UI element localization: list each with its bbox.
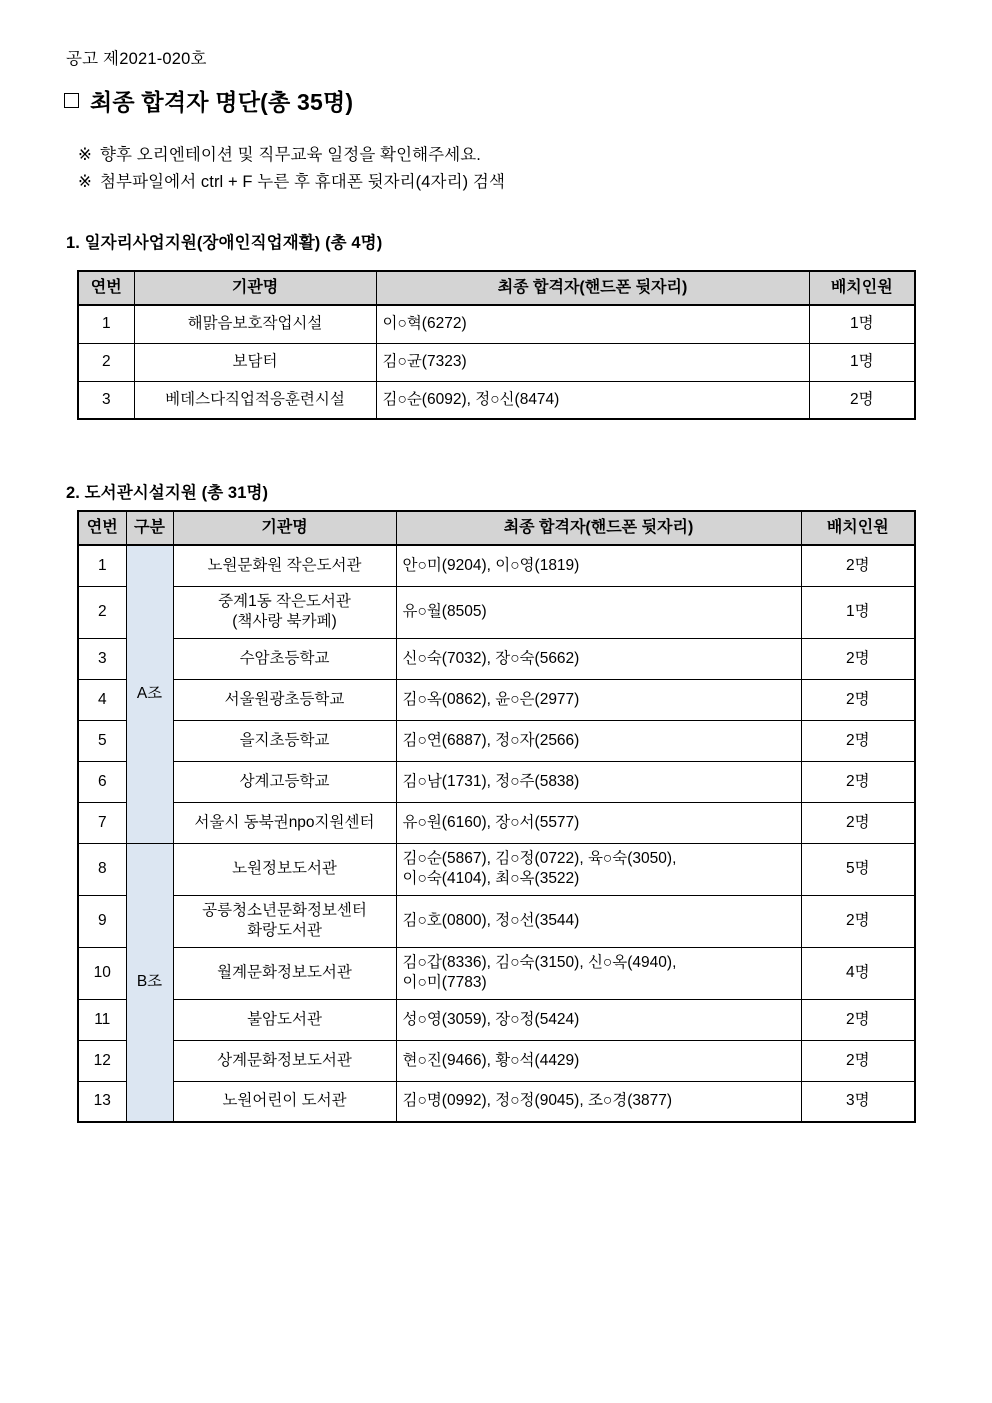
cell-no: 7 (78, 802, 126, 843)
cell-names (396, 947, 801, 999)
cell-no: 12 (78, 1040, 126, 1081)
cell-count: 2명 (801, 761, 915, 802)
cell-no: 1 (78, 545, 126, 586)
cell-no: 5 (78, 720, 126, 761)
cell-group-b: B조 (126, 843, 173, 1122)
table-job-support (77, 270, 916, 420)
cell-no: 6 (78, 761, 126, 802)
note-text-1: 향후 오리엔테이션 및 직무교육 일정을 확인해주세요. (100, 146, 481, 164)
cell-no: 1 (78, 305, 134, 343)
table-row (78, 761, 915, 802)
cell-names: 이○혁(6272) (376, 305, 809, 343)
page-title-text: 최종 합격자 명단(총 35명) (90, 89, 354, 115)
section-title-1: 1. 일자리사업지원(장애인직업재활) (총 4명) (66, 234, 383, 252)
cell-count: 2명 (801, 638, 915, 679)
page-title (64, 84, 353, 117)
cell-org: 노원문화원 작은도서관 (173, 545, 396, 586)
cell-names: 김○호(0800), 정○선(3544) (396, 895, 801, 947)
col-header-names: 최종 합격자(핸드폰 뒷자리) (396, 511, 801, 545)
cell-no: 2 (78, 586, 126, 638)
cell-names: 성○영(3059), 장○정(5424) (396, 999, 801, 1040)
cell-no: 4 (78, 679, 126, 720)
cell-org-line1: 중계1동 작은도서관 (218, 593, 351, 611)
cell-org: 수암초등학교 (173, 638, 396, 679)
note-line-1 (78, 141, 481, 165)
cell-names-line1: 김○순(5867), 김○정(0722), 육○숙(3050), (402, 850, 677, 868)
cell-count: 2명 (801, 802, 915, 843)
cell-names: 김○순(6092), 정○신(8474) (376, 381, 809, 419)
note-mark-icon: ※ (78, 146, 92, 164)
table-row (78, 343, 915, 381)
cell-count: 1명 (809, 343, 915, 381)
cell-count: 2명 (801, 895, 915, 947)
table-row (78, 999, 915, 1040)
col-header-org: 기관명 (134, 271, 376, 305)
cell-org: 불암도서관 (173, 999, 396, 1040)
col-header-no: 연번 (78, 271, 134, 305)
table-row (78, 305, 915, 343)
cell-names: 유○월(8505) (396, 586, 801, 638)
cell-count: 2명 (801, 720, 915, 761)
cell-names (396, 843, 801, 895)
cell-names: 김○남(1731), 정○주(5838) (396, 761, 801, 802)
cell-no: 10 (78, 947, 126, 999)
col-header-group: 구분 (126, 511, 173, 545)
col-header-org: 기관명 (173, 511, 396, 545)
table-row (78, 895, 915, 947)
table-row (78, 638, 915, 679)
cell-org: 서울원광초등학교 (173, 679, 396, 720)
col-header-no: 연번 (78, 511, 126, 545)
table-library-support (77, 510, 916, 1123)
cell-org-line1: 공릉청소년문화정보센터 (202, 902, 367, 920)
cell-names: 현○진(9466), 황○석(4429) (396, 1040, 801, 1081)
table-row (78, 545, 915, 586)
cell-org: 노원정보도서관 (173, 843, 396, 895)
cell-org-line2: (책사랑 북카페) (232, 613, 337, 630)
cell-no: 3 (78, 381, 134, 419)
table-row (78, 843, 915, 895)
cell-org: 서울시 동북권npo지원센터 (173, 802, 396, 843)
cell-names: 김○옥(0862), 윤○은(2977) (396, 679, 801, 720)
cell-org: 을지초등학교 (173, 720, 396, 761)
cell-org (173, 895, 396, 947)
cell-count: 2명 (809, 381, 915, 419)
cell-names-line2: 이○미(7783) (402, 974, 487, 991)
cell-no: 13 (78, 1081, 126, 1122)
cell-count: 5명 (801, 843, 915, 895)
cell-names: 김○명(0992), 정○정(9045), 조○경(3877) (396, 1081, 801, 1122)
table-header-row (78, 511, 915, 545)
col-header-count: 배치인원 (801, 511, 915, 545)
note-mark-icon: ※ (78, 173, 92, 191)
cell-names: 안○미(9204), 이○영(1819) (396, 545, 801, 586)
note-line-2 (78, 168, 505, 192)
cell-org-line2: 화랑도서관 (247, 922, 322, 939)
cell-count: 1명 (801, 586, 915, 638)
cell-count: 2명 (801, 545, 915, 586)
table-header-row (78, 271, 915, 305)
cell-org (173, 586, 396, 638)
cell-count: 4명 (801, 947, 915, 999)
cell-count: 3명 (801, 1081, 915, 1122)
table-row (78, 586, 915, 638)
table-row (78, 947, 915, 999)
section-title-2: 2. 도서관시설지원 (총 31명) (66, 484, 269, 502)
table-row (78, 720, 915, 761)
cell-names-line1: 김○갑(8336), 김○숙(3150), 신○옥(4940), (402, 954, 677, 972)
table-row (78, 1081, 915, 1122)
note-text-2: 첨부파일에서 ctrl + F 누른 후 휴대폰 뒷자리(4자리) 검색 (100, 173, 505, 191)
cell-no: 11 (78, 999, 126, 1040)
cell-org: 상계문화정보도서관 (173, 1040, 396, 1081)
notice-number: 공고 제2021-020호 (66, 50, 207, 68)
cell-no: 2 (78, 343, 134, 381)
cell-names: 유○원(6160), 장○서(5577) (396, 802, 801, 843)
cell-org: 베데스다직업적응훈련시설 (134, 381, 376, 419)
cell-org: 상계고등학교 (173, 761, 396, 802)
table-row (78, 679, 915, 720)
cell-org: 해맑음보호작업시설 (134, 305, 376, 343)
table-row (78, 1040, 915, 1081)
cell-no: 3 (78, 638, 126, 679)
cell-names: 김○균(7323) (376, 343, 809, 381)
cell-group-a: A조 (126, 545, 173, 843)
cell-names: 김○연(6887), 정○자(2566) (396, 720, 801, 761)
cell-count: 2명 (801, 999, 915, 1040)
cell-names: 신○숙(7032), 장○숙(5662) (396, 638, 801, 679)
checkbox-glyph-icon (64, 93, 79, 108)
cell-org: 보담터 (134, 343, 376, 381)
cell-names-line2: 이○숙(4104), 최○옥(3522) (402, 870, 580, 887)
table-row (78, 381, 915, 419)
col-header-names: 최종 합격자(핸드폰 뒷자리) (376, 271, 809, 305)
cell-count: 1명 (809, 305, 915, 343)
cell-count: 2명 (801, 679, 915, 720)
cell-org: 월계문화정보도서관 (173, 947, 396, 999)
cell-count: 2명 (801, 1040, 915, 1081)
cell-no: 9 (78, 895, 126, 947)
table-row (78, 802, 915, 843)
cell-org: 노원어린이 도서관 (173, 1081, 396, 1122)
col-header-count: 배치인원 (809, 271, 915, 305)
cell-no: 8 (78, 843, 126, 895)
